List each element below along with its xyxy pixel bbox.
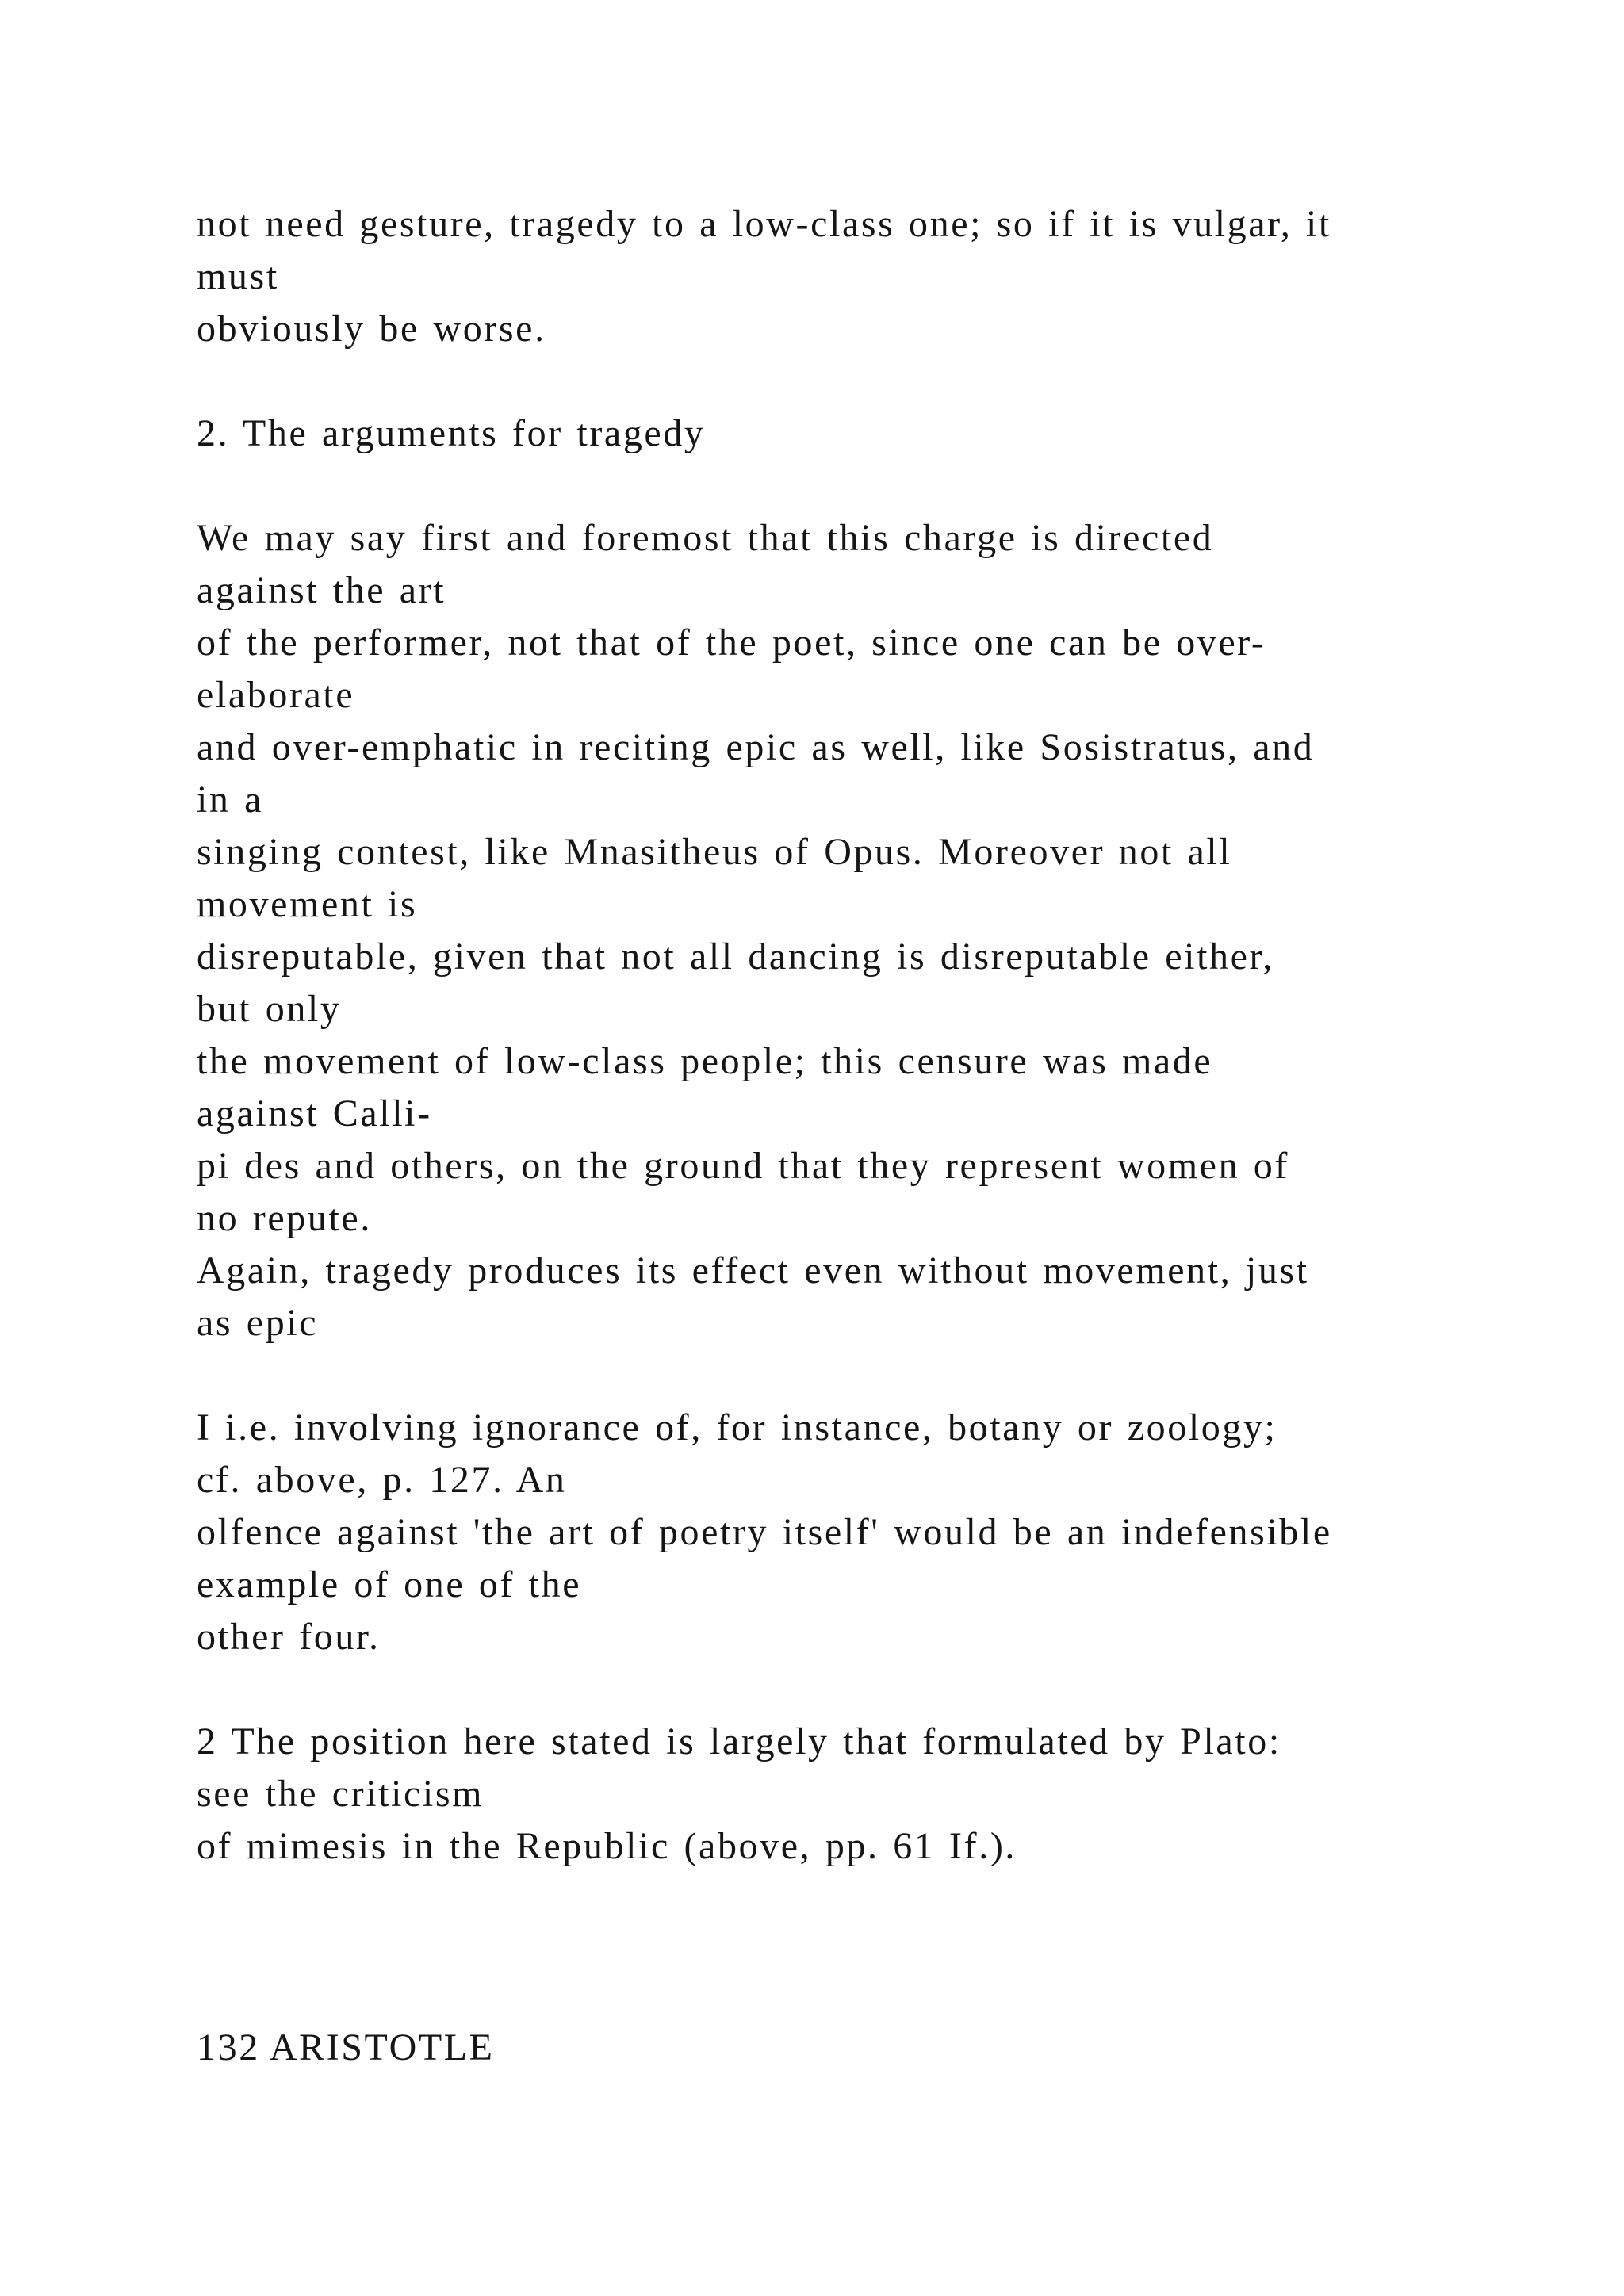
- text-line: as epic: [197, 1302, 319, 1344]
- footnote-line: 2 The position here stated is largely that formulated by Plato:: [197, 1720, 1281, 1762]
- blank-line: [197, 355, 1481, 408]
- text-line: but only: [197, 988, 342, 1030]
- text-line: against Calli-: [197, 1093, 432, 1135]
- section-heading: 2. The arguments for tragedy: [197, 412, 706, 454]
- footnote-line: olfence against 'the art of poetry itself' would be an indefensible: [197, 1511, 1332, 1553]
- text-line: in a: [197, 779, 264, 821]
- text-line: elaborate: [197, 674, 355, 716]
- page-footer: 132 ARISTOTLE: [197, 2026, 495, 2068]
- blank-line: [197, 460, 1481, 512]
- blank-line: [197, 1349, 1481, 1402]
- text-line: obviously be worse.: [197, 308, 546, 350]
- text-line: against the art: [197, 569, 446, 611]
- text-line: disreputable, given that not all dancing is disreputable either,: [197, 936, 1274, 978]
- text-line: movement is: [197, 883, 418, 925]
- body-text: [197, 198, 1481, 1873]
- text-line: of the performer, not that of the poet, since one can be over-: [197, 622, 1266, 664]
- blank-line: [197, 1663, 1481, 1716]
- text-line: and over-emphatic in reciting epic as well, like Sosistratus, and: [197, 726, 1315, 768]
- text-line: Again, tragedy produces its effect even without movement, just: [197, 1249, 1309, 1292]
- text-line: no repute.: [197, 1197, 372, 1239]
- footnote-line: of mimesis in the Republic (above, pp. 61 If.).: [197, 1825, 1017, 1867]
- footnote-line: example of one of the: [197, 1563, 582, 1605]
- footnote-line: see the criticism: [197, 1773, 485, 1815]
- text-line: We may say first and foremost that this charge is directed: [197, 517, 1214, 559]
- text-line: the movement of low-class people; this censure was made: [197, 1040, 1213, 1082]
- text-line: must: [197, 255, 279, 297]
- footnote-line: cf. above, p. 127. An: [197, 1459, 567, 1501]
- footnote-line: other four.: [197, 1616, 381, 1658]
- text-line: pi des and others, on the ground that they represent women of: [197, 1145, 1289, 1187]
- footnote-line: I i.e. involving ignorance of, for instance, botany or zoology;: [197, 1406, 1277, 1448]
- text-line: not need gesture, tragedy to a low-class one; so if it is vulgar, it: [197, 203, 1331, 245]
- text-line: singing contest, like Mnasitheus of Opus. Moreover not all: [197, 831, 1232, 873]
